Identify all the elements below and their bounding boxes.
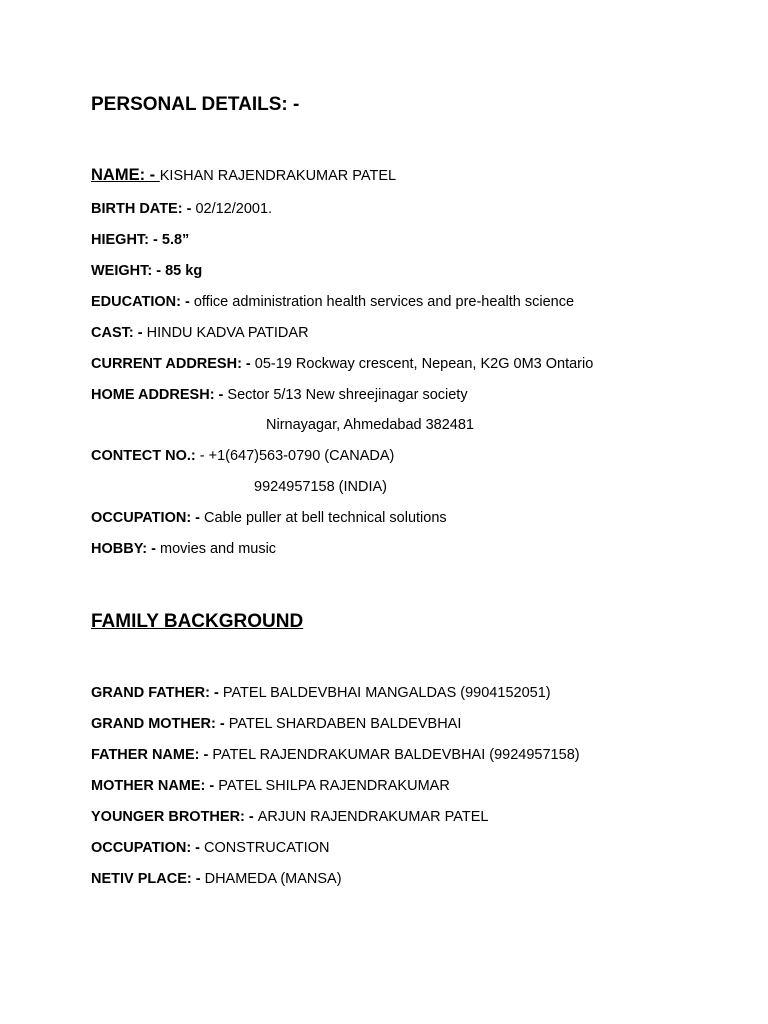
father-name-value: PATEL RAJENDRAKUMAR BALDEVBHAI (9924957158) <box>212 747 580 763</box>
native-place-row <box>91 870 342 888</box>
family-occupation-row <box>91 839 329 857</box>
family-occupation-label: OCCUPATION: - <box>91 840 205 856</box>
occupation-label: OCCUPATION: - <box>91 510 205 526</box>
father-name-row <box>91 746 580 764</box>
mother-name-row <box>91 777 450 795</box>
mother-name-label: MOTHER NAME: - <box>91 778 219 794</box>
name-value: KISHAN RAJENDRAKUMAR PATEL <box>159 168 397 184</box>
contact-value: - +1(647)563-0790 (CANADA) <box>195 448 395 464</box>
home-address-value: Sector 5/13 New shreejinagar society <box>227 387 468 403</box>
family-background-heading: FAMILY BACKGROUND <box>91 611 304 632</box>
hobby-value: movies and music <box>160 541 277 557</box>
education-label: EDUCATION: - <box>91 294 194 310</box>
birth-date-value: 02/12/2001. <box>195 201 273 217</box>
name-row <box>91 166 396 185</box>
grand-father-value: PATEL BALDEVBHAI MANGALDAS (9904152051) <box>222 685 551 701</box>
grand-mother-label: GRAND MOTHER: - <box>91 716 229 732</box>
native-place-label: NETIV PLACE: - <box>91 871 205 887</box>
mother-name-value: PATEL SHILPA RAJENDRAKUMAR <box>218 778 450 794</box>
hobby-label: HOBBY: - <box>91 541 161 557</box>
current-address-label: CURRENT ADDRESH: - <box>91 356 255 372</box>
younger-brother-row <box>91 808 488 826</box>
weight-row: WEIGHT: - 85 kg <box>91 263 203 279</box>
birth-date-row <box>91 200 272 218</box>
occupation-value: Cable puller at bell technical solutions <box>204 510 447 526</box>
home-address-label: HOME ADDRESH: - <box>91 387 228 403</box>
education-row <box>91 293 574 311</box>
height-row: HIEGHT: - 5.8” <box>91 232 190 248</box>
personal-details-heading: PERSONAL DETAILS: - <box>91 94 300 115</box>
contact-label: CONTECT NO.: <box>91 448 196 464</box>
family-occupation-value: CONSTRUCATION <box>204 840 330 856</box>
grand-mother-row <box>91 715 461 733</box>
current-address-value: 05-19 Rockway crescent, Nepean, K2G 0M3 Ontario <box>254 356 594 372</box>
contact-row <box>91 447 394 465</box>
younger-brother-value: ARJUN RAJENDRAKUMAR PATEL <box>257 809 489 825</box>
father-name-label: FATHER NAME: - <box>91 747 213 763</box>
grand-mother-value: PATEL SHARDABEN BALDEVBHAI <box>228 716 462 732</box>
home-address-line2: Nirnayagar, Ahmedabad 382481 <box>266 417 474 433</box>
grand-father-label: GRAND FATHER: - <box>91 685 223 701</box>
occupation-row <box>91 509 447 527</box>
education-value: office administration health services and pre-health science <box>193 294 575 310</box>
cast-label: CAST: - <box>91 325 147 341</box>
cast-value: HINDU KADVA PATIDAR <box>146 325 309 341</box>
current-address-row <box>91 355 593 373</box>
hobby-row <box>91 540 276 558</box>
name-label: NAME: - <box>91 166 160 184</box>
younger-brother-label: YOUNGER BROTHER: - <box>91 809 258 825</box>
native-place-value: DHAMEDA (MANSA) <box>204 871 342 887</box>
cast-row <box>91 324 309 342</box>
grand-father-row <box>91 684 551 702</box>
home-address-row <box>91 386 468 404</box>
birth-date-label: BIRTH DATE: - <box>91 201 196 217</box>
contact-line2: 9924957158 (INDIA) <box>254 479 387 495</box>
